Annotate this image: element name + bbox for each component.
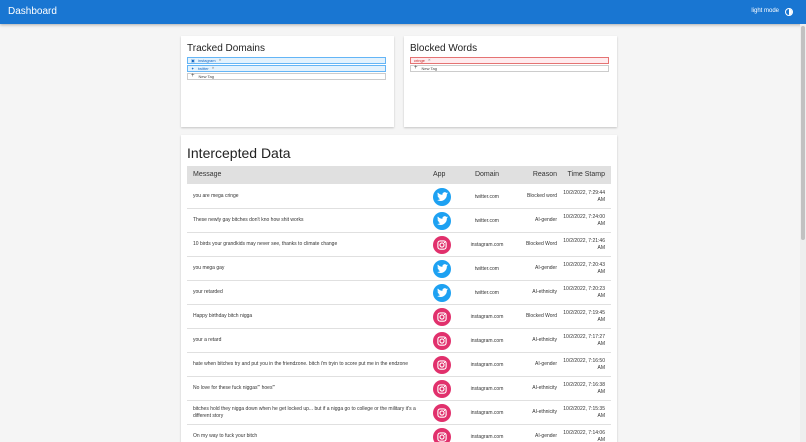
tracked-domains-title: Tracked Domains bbox=[187, 43, 265, 54]
message-text: 10 birds your grandkids may never see, thanks to climate change bbox=[193, 241, 338, 248]
timestamp-cell bbox=[559, 257, 605, 281]
table-header bbox=[187, 166, 611, 184]
timestamp-cell bbox=[559, 401, 605, 425]
column-domain[interactable]: Domain bbox=[474, 171, 500, 178]
twitter-icon: ✦ bbox=[191, 66, 195, 71]
message-text: Happy birthday bitch nigga bbox=[193, 313, 253, 320]
reason-text: AI-gender bbox=[535, 433, 557, 440]
reason-text: AI-ethnicity bbox=[532, 337, 557, 344]
timestamp-cell bbox=[559, 233, 605, 257]
blocked-words-list bbox=[410, 57, 609, 73]
word-tag-cringe[interactable] bbox=[410, 57, 609, 64]
domain-text: twitter.com bbox=[475, 218, 499, 224]
message-cell bbox=[193, 233, 423, 257]
tracked-domains-card bbox=[181, 36, 394, 127]
domain-text: instagram.com bbox=[470, 242, 504, 248]
timestamp-cell bbox=[559, 305, 605, 329]
blocked-words-card bbox=[404, 36, 617, 127]
timestamp-cell bbox=[559, 353, 605, 377]
new-domain-tag-button[interactable] bbox=[187, 73, 386, 80]
domain-cell bbox=[467, 209, 507, 233]
domain-tag-twitter[interactable] bbox=[187, 65, 386, 72]
domain-text: twitter.com bbox=[475, 290, 499, 296]
remove-tag-icon[interactable]: ✕ bbox=[211, 66, 215, 70]
timestamp-text: 10/2/2022, 7:29:44 AM bbox=[563, 189, 605, 203]
domain-cell bbox=[467, 185, 507, 209]
message-text: your retarded bbox=[193, 289, 223, 296]
reason-cell bbox=[513, 329, 557, 353]
domain-text: instagram.com bbox=[470, 362, 504, 368]
message-text: you are mega cringe bbox=[193, 193, 239, 200]
reason-text: AI-ethnicity bbox=[532, 289, 557, 296]
domain-text: instagram.com bbox=[470, 410, 504, 416]
timestamp-cell bbox=[559, 281, 605, 305]
message-cell bbox=[193, 401, 423, 425]
new-tag-label: New Tag bbox=[198, 74, 215, 79]
timestamp-text: 10/2/2022, 7:16:38 AM bbox=[563, 381, 605, 395]
intercepted-data-card bbox=[181, 135, 617, 442]
timestamp-text: 10/2/2022, 7:17:27 AM bbox=[563, 333, 605, 347]
table-row bbox=[187, 185, 611, 209]
reason-text: Blocked Word bbox=[525, 241, 557, 248]
reason-cell bbox=[513, 233, 557, 257]
page-scrollbar[interactable] bbox=[800, 24, 806, 442]
message-text: your a retard bbox=[193, 337, 222, 344]
blocked-words-title: Blocked Words bbox=[410, 43, 478, 54]
timestamp-cell bbox=[559, 425, 605, 442]
table-row bbox=[187, 233, 611, 257]
timestamp-text: 10/2/2022, 7:19:45 AM bbox=[563, 309, 605, 323]
instagram-icon bbox=[433, 332, 451, 350]
reason-cell bbox=[513, 401, 557, 425]
message-text: These newly gay bitches don't kno how shit works bbox=[193, 217, 304, 224]
remove-tag-icon[interactable]: ✕ bbox=[427, 58, 431, 62]
reason-text: AI-ethnicity bbox=[532, 385, 557, 392]
message-cell bbox=[193, 281, 423, 305]
table-row bbox=[187, 401, 611, 425]
timestamp-text: 10/2/2022, 7:15:35 AM bbox=[563, 405, 605, 419]
contrast-icon[interactable] bbox=[785, 8, 793, 16]
remove-tag-icon[interactable]: ✕ bbox=[218, 58, 222, 62]
reason-cell bbox=[513, 185, 557, 209]
tracked-domains-list bbox=[187, 57, 386, 81]
message-text: bitches hold they nigga down when he get locked up... but if a nigga go to college or the military it's a different story bbox=[193, 405, 416, 419]
instagram-icon bbox=[433, 356, 451, 374]
reason-text: AI-gender bbox=[535, 361, 557, 368]
domain-tag-instagram[interactable] bbox=[187, 57, 386, 64]
message-cell bbox=[193, 185, 423, 209]
domain-text: twitter.com bbox=[475, 266, 499, 272]
message-text: No love for these fuck niggas"' hoes"' bbox=[193, 385, 276, 392]
timestamp-text: 10/2/2022, 7:16:50 AM bbox=[563, 357, 605, 371]
reason-text: AI-gender bbox=[535, 265, 557, 272]
timestamp-cell bbox=[559, 377, 605, 401]
instagram-icon bbox=[433, 380, 451, 398]
instagram-icon: ▣ bbox=[191, 58, 195, 63]
column-app[interactable]: App bbox=[433, 171, 446, 178]
scrollbar-thumb[interactable] bbox=[801, 26, 805, 240]
instagram-icon bbox=[433, 236, 451, 254]
message-text: hate when bitches try and put you in the friendzone. bitch i'm tryin to score put me in the endzone bbox=[193, 361, 408, 368]
timestamp-cell bbox=[559, 185, 605, 209]
domain-cell bbox=[467, 377, 507, 401]
domain-text: instagram.com bbox=[470, 386, 504, 392]
table-row bbox=[187, 377, 611, 401]
intercepted-data-title: Intercepted Data bbox=[187, 145, 291, 161]
reason-cell bbox=[513, 353, 557, 377]
twitter-icon bbox=[433, 284, 451, 302]
timestamp-text: 10/2/2022, 7:20:23 AM bbox=[563, 285, 605, 299]
reason-cell bbox=[513, 377, 557, 401]
timestamp-cell bbox=[559, 209, 605, 233]
instagram-icon bbox=[433, 308, 451, 326]
theme-mode-label[interactable]: light mode bbox=[751, 8, 779, 14]
twitter-icon bbox=[433, 260, 451, 278]
domain-cell bbox=[467, 401, 507, 425]
domain-cell bbox=[467, 281, 507, 305]
domain-cell bbox=[467, 353, 507, 377]
reason-text: AI-ethnicity bbox=[532, 409, 557, 416]
message-text: On my way to fuck your bitch bbox=[193, 433, 258, 440]
column-message[interactable]: Message bbox=[193, 171, 222, 178]
twitter-icon bbox=[433, 212, 451, 230]
instagram-icon bbox=[433, 428, 451, 442]
column-timestamp[interactable]: Time Stamp bbox=[567, 171, 605, 178]
plus-icon: + bbox=[414, 65, 418, 71]
message-cell bbox=[193, 305, 423, 329]
app-title: Dashboard bbox=[8, 6, 57, 17]
timestamp-text: 10/2/2022, 7:24:00 AM bbox=[563, 213, 605, 227]
instagram-icon bbox=[433, 404, 451, 422]
reason-cell bbox=[513, 281, 557, 305]
message-cell bbox=[193, 329, 423, 353]
domain-tag-label: twitter bbox=[198, 66, 209, 71]
message-cell bbox=[193, 353, 423, 377]
message-text: you mega gay bbox=[193, 265, 225, 272]
table-row bbox=[187, 329, 611, 353]
new-word-tag-button[interactable] bbox=[410, 65, 609, 72]
message-cell bbox=[193, 257, 423, 281]
domain-text: instagram.com bbox=[470, 434, 504, 440]
reason-cell bbox=[513, 305, 557, 329]
table-row bbox=[187, 281, 611, 305]
message-cell bbox=[193, 209, 423, 233]
table-row bbox=[187, 257, 611, 281]
column-reason[interactable]: Reason bbox=[532, 171, 557, 178]
domain-cell bbox=[467, 329, 507, 353]
app-bar bbox=[0, 0, 806, 24]
domain-tag-label: instagram bbox=[198, 58, 216, 63]
reason-text: Blocked word bbox=[526, 193, 557, 200]
domain-cell bbox=[467, 233, 507, 257]
message-cell bbox=[193, 425, 423, 442]
table-row bbox=[187, 305, 611, 329]
timestamp-text: 10/2/2022, 7:21:46 AM bbox=[563, 237, 605, 251]
domain-text: instagram.com bbox=[470, 314, 504, 320]
table-row bbox=[187, 209, 611, 233]
reason-text: Blocked Word bbox=[525, 313, 557, 320]
message-cell bbox=[193, 377, 423, 401]
table-row bbox=[187, 353, 611, 377]
domain-cell bbox=[467, 425, 507, 442]
reason-text: AI-gender bbox=[535, 217, 557, 224]
reason-cell bbox=[513, 425, 557, 442]
domain-text: instagram.com bbox=[470, 338, 504, 344]
domain-text: twitter.com bbox=[475, 194, 499, 200]
timestamp-text: 10/2/2022, 7:20:43 AM bbox=[563, 261, 605, 275]
twitter-icon bbox=[433, 188, 451, 206]
domain-cell bbox=[467, 257, 507, 281]
domain-cell bbox=[467, 305, 507, 329]
reason-cell bbox=[513, 209, 557, 233]
plus-icon: + bbox=[191, 73, 195, 79]
timestamp-text: 10/2/2022, 7:14:06 AM bbox=[563, 429, 605, 442]
timestamp-cell bbox=[559, 329, 605, 353]
new-tag-label: New Tag bbox=[421, 66, 438, 71]
word-tag-label: cringe bbox=[414, 58, 425, 63]
table-row bbox=[187, 425, 611, 442]
reason-cell bbox=[513, 257, 557, 281]
